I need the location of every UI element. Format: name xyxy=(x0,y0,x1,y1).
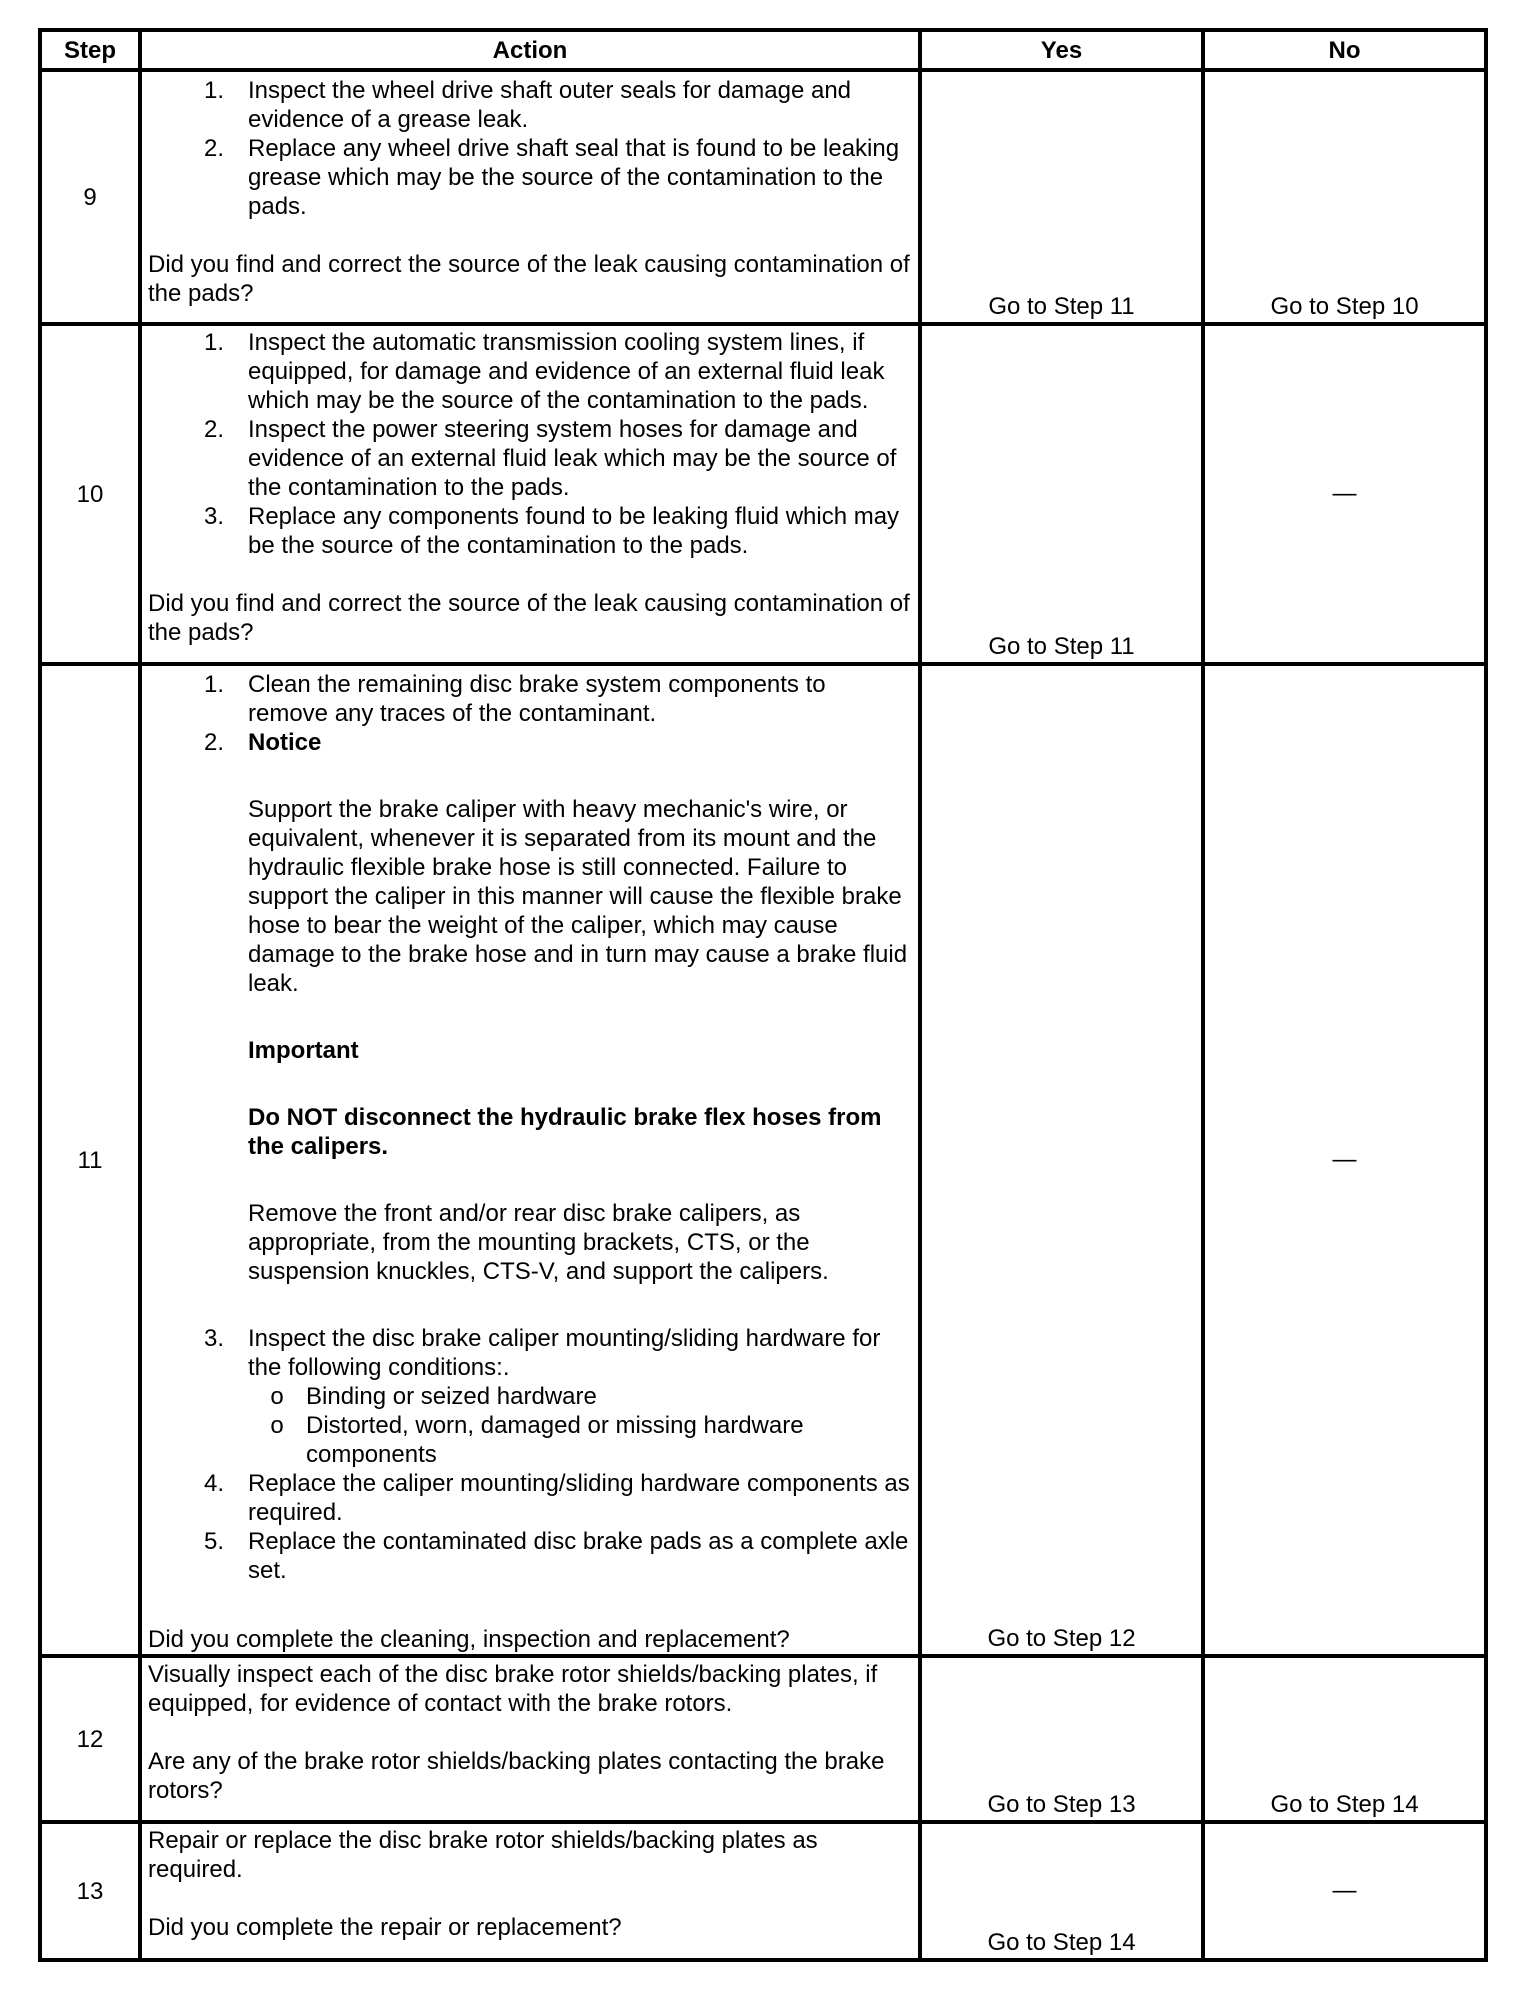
item-text: Replace the contaminated disc brake pads as a complete axle set. xyxy=(248,1528,909,1584)
list-item xyxy=(148,1469,912,1527)
item-number: 2. xyxy=(204,135,225,162)
header-action: Action xyxy=(140,30,920,70)
item-number: 3. xyxy=(204,1325,225,1352)
yes-cell: Go to Step 13 xyxy=(920,1656,1203,1822)
question-text: Did you find and correct the source of the leak causing contamination of the pads? xyxy=(148,251,910,307)
bullet-icon: o xyxy=(270,1412,284,1439)
bullet-text: Binding or seized hardware xyxy=(306,1383,597,1410)
list-item xyxy=(148,1527,912,1585)
table-row-step-12 xyxy=(40,1656,1486,1822)
header-no: No xyxy=(1203,30,1486,70)
list-item xyxy=(148,728,912,757)
step-number: 9 xyxy=(40,70,140,324)
list-item xyxy=(148,415,912,502)
question-text: Did you find and correct the source of the leak causing contamination of the pads? xyxy=(148,590,910,646)
list-item xyxy=(148,134,912,221)
header-step: Step xyxy=(40,30,140,70)
header-yes: Yes xyxy=(920,30,1203,70)
notice-text: Support the brake caliper with heavy mechanic's wire, or equivalent, whenever it is separated from its mount and the hydraulic flexible brake hose is still connected. Failure to support the caliper in this manner will cause the flexible brake hose to bear the weight of the caliper, which may cause damage to the brake hose and in turn may cause a brake fluid leak. xyxy=(248,796,908,997)
table-row-step-10 xyxy=(40,324,1486,664)
item-number: 1. xyxy=(204,77,225,104)
action-cell xyxy=(140,1822,920,1960)
bullet-icon: o xyxy=(270,1383,284,1410)
item-number: 5. xyxy=(204,1528,225,1555)
action-cell xyxy=(140,70,920,324)
table-row-step-13 xyxy=(40,1822,1486,1960)
step-number: 10 xyxy=(40,324,140,664)
item-number: 1. xyxy=(204,671,225,698)
step-number: 13 xyxy=(40,1822,140,1960)
item-text: Inspect the wheel drive shaft outer seals for damage and evidence of a grease leak. xyxy=(248,77,852,133)
list-item xyxy=(148,76,912,134)
important-heading: Important xyxy=(248,1037,359,1064)
remove-text: Remove the front and/or rear disc brake calipers, as appropriate, from the mounting brackets, CTS, or the suspension knuckles, CTS-V, and support the calipers. xyxy=(248,1200,829,1285)
notice-heading: Notice xyxy=(248,729,322,756)
list-item xyxy=(148,502,912,560)
item-text: Replace any wheel drive shaft seal that is found to be leaking grease which may be the source of the contamination to the pads. xyxy=(248,135,900,220)
item-text: Inspect the disc brake caliper mounting/sliding hardware for the following conditions:. xyxy=(248,1325,881,1381)
yes-cell: Go to Step 11 xyxy=(920,324,1203,664)
instruction-text: Repair or replace the disc brake rotor shields/backing plates as required. xyxy=(148,1827,818,1883)
no-cell: — xyxy=(1203,664,1486,1656)
item-text: Clean the remaining disc brake system components to remove any traces of the contaminant. xyxy=(248,671,826,727)
important-text: Do NOT disconnect the hydraulic brake flex hoses from the calipers. xyxy=(248,1104,882,1160)
step-number: 12 xyxy=(40,1656,140,1822)
instruction-text: Visually inspect each of the disc brake rotor shields/backing plates, if equipped, for evidence of contact with the brake rotors. xyxy=(148,1661,878,1717)
question-text: Are any of the brake rotor shields/backing plates contacting the brake rotors? xyxy=(148,1748,885,1804)
action-cell xyxy=(140,664,920,1656)
action-cell xyxy=(140,1656,920,1822)
bullet-text: Distorted, worn, damaged or missing hardware components xyxy=(306,1412,804,1468)
item-number: 4. xyxy=(204,1470,225,1497)
action-cell xyxy=(140,324,920,664)
bullet-item xyxy=(248,1382,912,1411)
no-cell: Go to Step 14 xyxy=(1203,1656,1486,1822)
yes-cell: Go to Step 11 xyxy=(920,70,1203,324)
item-text: Replace any components found to be leaking fluid which may be the source of the contamination to the pads. xyxy=(248,503,900,559)
no-cell: — xyxy=(1203,1822,1486,1960)
item-number: 2. xyxy=(204,416,225,443)
table-row-step-11 xyxy=(40,664,1486,1656)
list-item xyxy=(148,328,912,415)
item-text: Inspect the automatic transmission cooling system lines, if equipped, for damage and evidence of an external fluid leak which may be the source of the contamination to the pads. xyxy=(248,329,885,414)
item-number: 1. xyxy=(204,329,225,356)
question-text: Did you complete the repair or replacement? xyxy=(148,1914,622,1941)
no-cell: — xyxy=(1203,324,1486,664)
bullet-item xyxy=(248,1411,912,1469)
header-row xyxy=(40,30,1486,70)
yes-cell: Go to Step 14 xyxy=(920,1822,1203,1960)
no-cell: Go to Step 10 xyxy=(1203,70,1486,324)
step-number: 11 xyxy=(40,664,140,1656)
list-item xyxy=(148,1324,912,1382)
item-text: Inspect the power steering system hoses for damage and evidence of an external fluid leak which may be the source of the contamination to the pads. xyxy=(248,416,897,501)
item-number: 3. xyxy=(204,503,225,530)
yes-cell: Go to Step 12 xyxy=(920,664,1203,1656)
diagnostic-table xyxy=(38,28,1488,1962)
table-row-step-9 xyxy=(40,70,1486,324)
list-item xyxy=(148,670,912,728)
item-number: 2. xyxy=(204,729,225,756)
item-text: Replace the caliper mounting/sliding hardware components as required. xyxy=(248,1470,910,1526)
question-text: Did you complete the cleaning, inspection and replacement? xyxy=(148,1626,790,1653)
